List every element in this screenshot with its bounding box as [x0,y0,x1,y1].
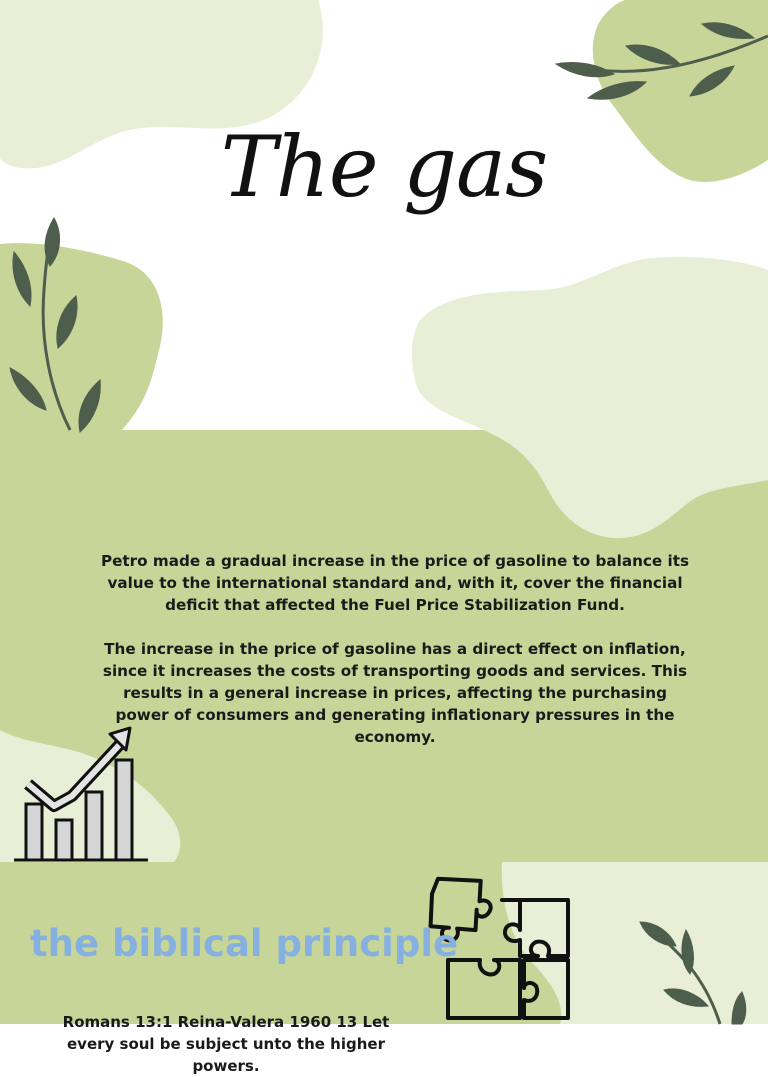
bible-verse: Romans 13:1 Reina-Valera 1960 13 Let every soul be subject unto the higher powers. [62,1013,390,1075]
page-title: The gas [220,118,548,216]
section-heading: the biblical principle [30,922,459,965]
paragraph-price-increase: Petro made a gradual increase in the price of gasoline to balance its value to the international standard and, with it, cover the financial deficit that affected the Fuel Price Stabilization Fund. [100,552,690,615]
growth-chart-icon [10,722,152,864]
paragraph-inflation-effect: The increase in the price of gasoline has a direct effect on inflation, since it increases the costs of transporting goods and services. This results in a general increase in prices, affecting the purchasing power of consumers and generating inflationary pressures in the economy. [102,640,688,747]
